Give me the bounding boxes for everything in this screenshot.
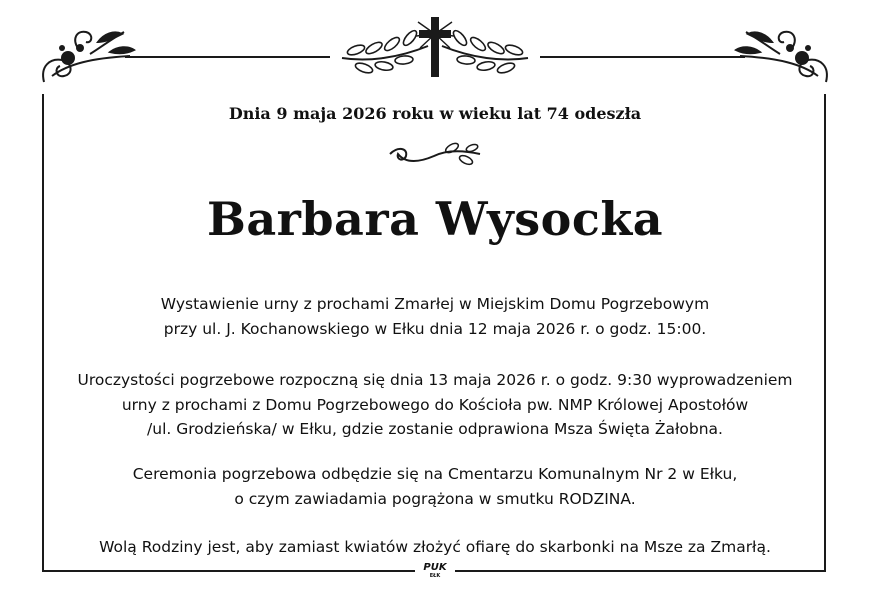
top-rule-left	[125, 56, 330, 58]
text-line: Wolą Rodziny jest, aby zamiast kwiatów złożyć ofiarę do skarbonki na Msze za Zmarłą.	[99, 538, 771, 556]
corner-flourish-right-icon	[732, 18, 832, 88]
text-line: o czym zawiadamia pogrążona w smutku RODZINA.	[234, 489, 636, 508]
text-line: urny z prochami z Domu Pogrzebowego do Kościoła pw. NMP Królowej Apostołów	[121, 395, 749, 414]
text-line: Uroczystości pogrzebowe rozpoczną się dnia 13 maja 2026 r. o godz. 9:30 wyprowadzeniem	[77, 371, 793, 389]
puk-logo	[415, 562, 455, 584]
logo-sub-text: EŁK	[429, 573, 441, 579]
vine-divider-icon	[386, 140, 486, 170]
death-date-line: Dnia 9 maja 2026 roku w wieku lat 74 odeszła	[228, 104, 642, 123]
paragraph-donation-request	[0, 535, 870, 560]
corner-flourish-left-icon	[38, 18, 138, 88]
text-line: Wystawienie urny z prochami Zmarłej w Miejskim Domu Pogrzebowym	[160, 295, 710, 313]
paragraph-burial	[0, 462, 870, 511]
text-line: /ul. Grodzieńska/ w Ełku, gdzie zostanie odprawiona Msza Święta Żałobna.	[147, 420, 723, 438]
top-rule-right	[540, 56, 745, 58]
paragraph-viewing	[0, 292, 870, 341]
laurel-right-icon	[438, 24, 532, 74]
paragraph-ceremony	[0, 368, 870, 442]
logo-main-text: PUK	[423, 562, 447, 573]
text-line: Ceremonia pogrzebowa odbędzie się na Cmentarzu Komunalnym Nr 2 w Ełku,	[132, 465, 738, 483]
deceased-name: Barbara Wysocka	[206, 192, 664, 246]
text-line: przy ul. J. Kochanowskiego w Ełku dnia 12 maja 2026 r. o godz. 15:00.	[163, 319, 707, 338]
